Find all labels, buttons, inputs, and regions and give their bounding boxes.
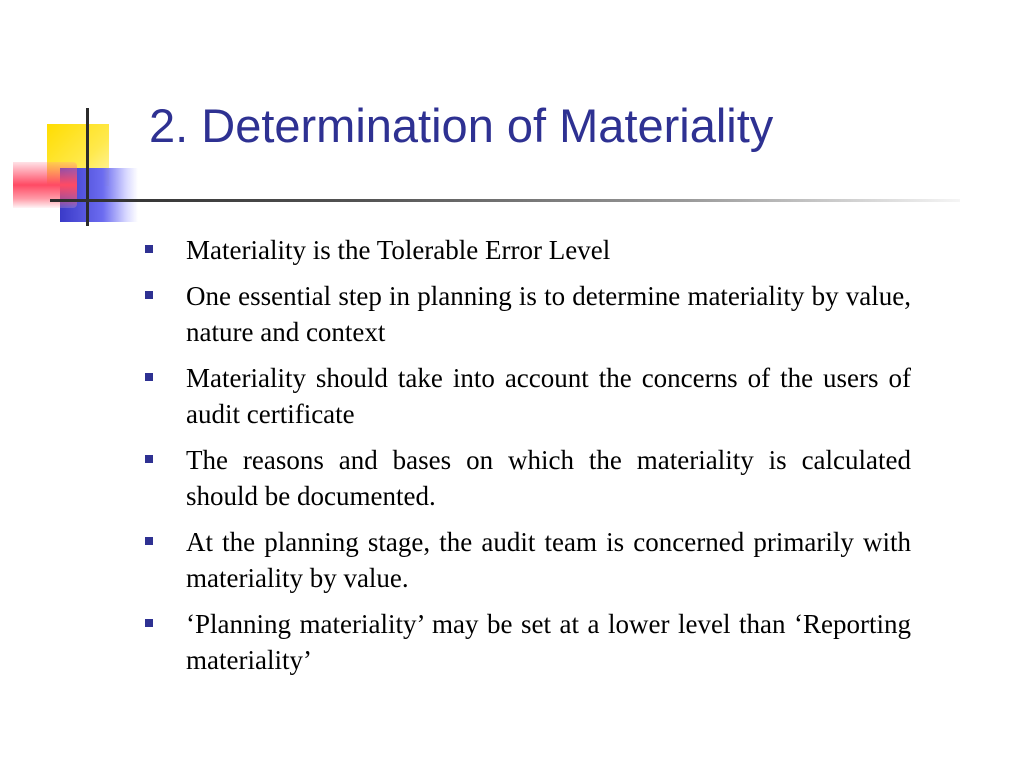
list-item (145, 232, 911, 268)
square-bullet-icon (145, 291, 153, 299)
square-bullet-icon (145, 245, 153, 253)
bullet-text: The reasons and bases on which the materiality is calculated should be documented. (186, 445, 911, 511)
bullet-text: Materiality is the Tolerable Error Level (186, 235, 611, 265)
square-bullet-icon (145, 537, 153, 545)
bullet-text: ‘Planning materiality’ may be set at a lower level than ‘Reporting materiality’ (186, 609, 911, 675)
list-item (145, 278, 911, 350)
title-underline-rule (50, 199, 960, 202)
square-bullet-icon (145, 455, 153, 463)
bullet-list (145, 232, 911, 688)
list-item (145, 360, 911, 432)
list-item (145, 442, 911, 514)
square-bullet-icon (145, 619, 153, 627)
list-item (145, 606, 911, 678)
bullet-text: One essential step in planning is to determine materiality by value, nature and context (186, 281, 911, 347)
list-item (145, 524, 911, 596)
bullet-text: At the planning stage, the audit team is concerned primarily with materiality by value. (186, 527, 911, 593)
square-bullet-icon (145, 373, 153, 381)
slide-title: 2. Determination of Materiality (149, 99, 774, 152)
bullet-text: Materiality should take into account the concerns of the users of audit certificate (186, 363, 911, 429)
decorative-vertical-line (86, 108, 89, 226)
